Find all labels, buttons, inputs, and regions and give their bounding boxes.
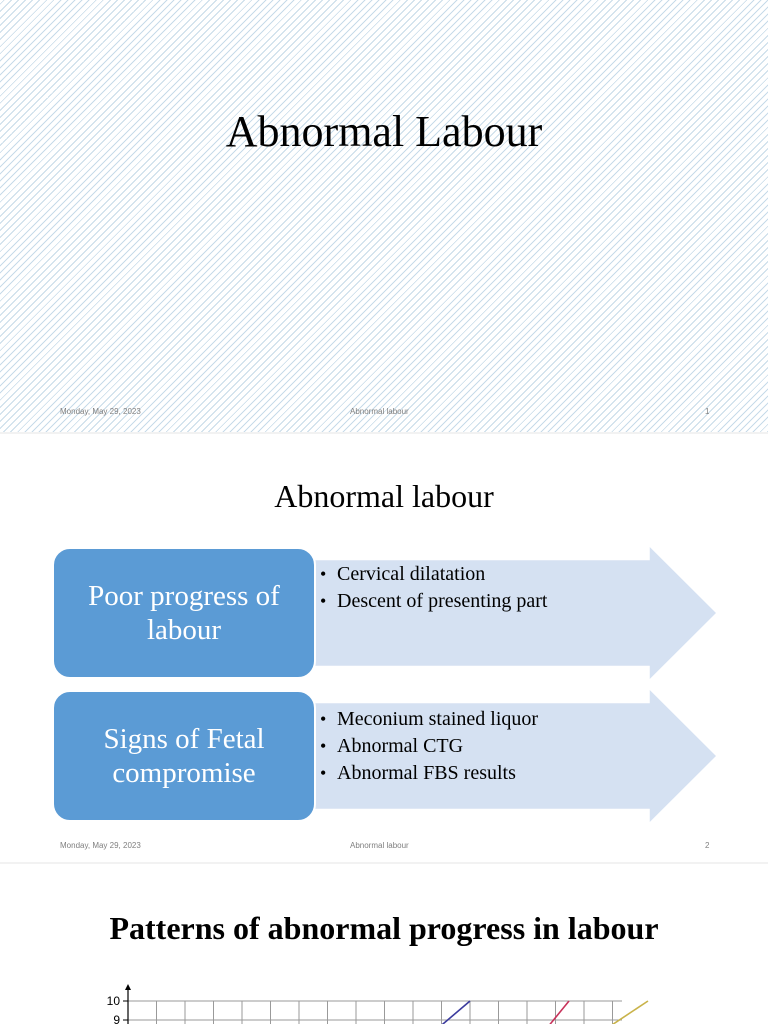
y-tick-label: 10 [106,994,120,1008]
series-line [590,1001,648,1024]
category-box: Poor progress of labour [52,547,316,679]
footer-page-number: 1 [705,407,710,416]
footer-date: Monday, May 29, 2023 [60,407,141,416]
slide-title: Abnormal labour [274,478,494,514]
footer-title: Abnormal labour [350,407,409,416]
bullet-item: • Abnormal FBS results [320,760,538,787]
bullet-list [320,561,547,615]
slide-title: Abnormal Labour [225,107,543,156]
series-line [418,1001,470,1024]
partograph-chart [80,982,680,1024]
footer-date: Monday, May 29, 2023 [60,841,141,850]
diagram-row-fetal [52,690,722,822]
y-tick-label: 9 [113,1013,120,1024]
series-line [533,1001,569,1024]
title-slide [0,0,768,432]
bullet-item: • Cervical dilatation [320,561,547,588]
category-box: Signs of Fetal compromise [52,690,316,822]
diagram-row-progress [52,547,722,679]
y-axis-arrowhead [125,984,131,990]
bullet-item: • Abnormal CTG [320,733,538,760]
content-slide [0,434,768,862]
chart-slide [0,864,768,1024]
bullet-item: • Meconium stained liquor [320,706,538,733]
footer-title: Abnormal labour [350,841,409,850]
footer-page-number: 2 [705,841,710,850]
slide-title: Patterns of abnormal progress in labour [109,910,659,946]
bullet-item: • Descent of presenting part [320,588,547,615]
bullet-list [320,706,538,787]
